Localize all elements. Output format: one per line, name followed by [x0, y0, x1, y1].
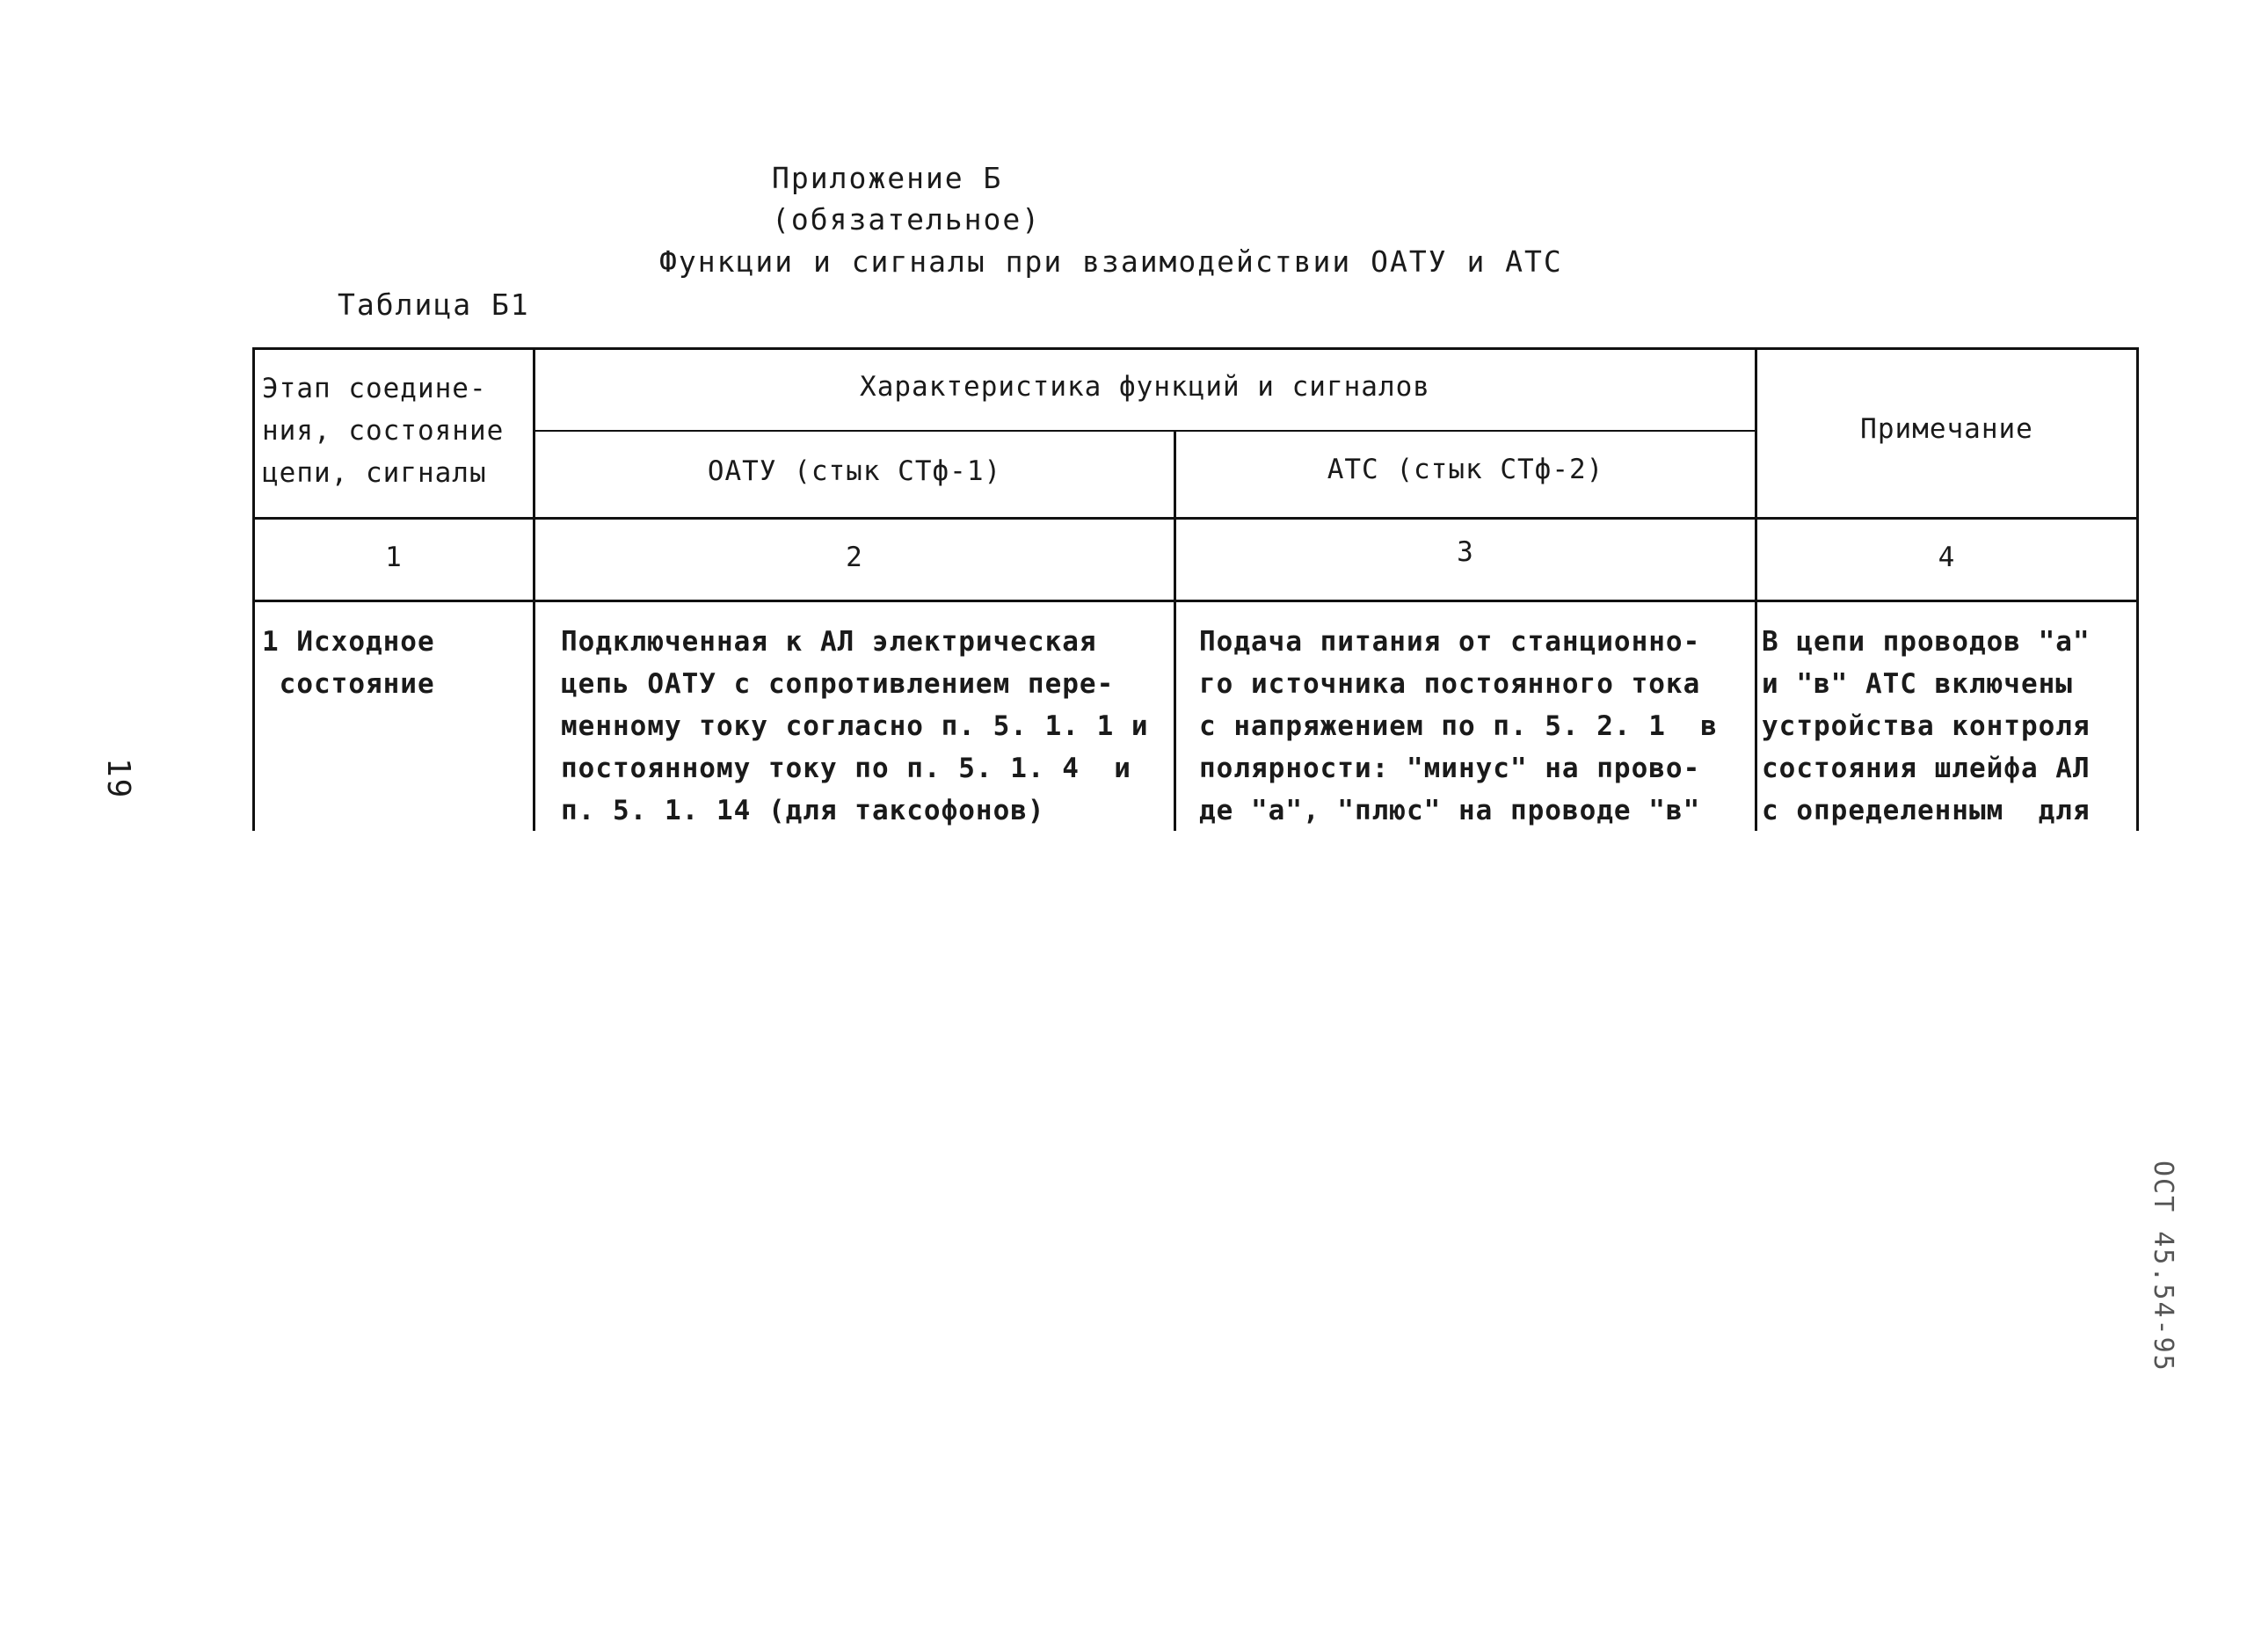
table-col-divider-1 [533, 347, 535, 831]
row-1-note-line-4: состояния шлейфа АЛ [1762, 753, 2091, 784]
document-code: ОСТ 45.54-95 [2148, 1161, 2178, 1372]
row-1-ats-line-4: полярности: "минус" на прово- [1199, 753, 1701, 784]
row-1-ats-line-5: де "а", "плюс" на проводе "в" [1199, 795, 1701, 826]
column-number-4: 4 [1938, 542, 1956, 573]
header-ats: АТС (стык СТф-2) [1327, 454, 1604, 485]
table-border-right [2136, 347, 2139, 831]
table-caption: Таблица Б1 [338, 287, 530, 322]
column-number-1: 1 [385, 542, 403, 573]
table-subheader-divider [533, 430, 1756, 432]
row-1-oatu-line-5: п. 5. 1. 14 (для таксофонов) [561, 795, 1045, 826]
header-characteristics: Характеристика функций и сигналов [860, 371, 1430, 403]
row-1-oatu-line-4: постоянному току по п. 5. 1. 4 и [561, 753, 1131, 784]
appendix-status: (обязательное) [772, 202, 1042, 237]
header-oatu: ОАТУ (стык СТф-1) [707, 455, 1002, 487]
header-stage-line-2: ния, состояние [262, 415, 505, 447]
row-1-ats-line-1: Подача питания от станционно- [1199, 626, 1701, 658]
row-1-note-line-2: и "в" АТС включены [1762, 668, 2073, 700]
row-1-note-line-3: устройства контроля [1762, 710, 2091, 742]
header-note: Примечание [1860, 413, 2033, 445]
row-1-ats-line-3: с напряжением по п. 5. 2. 1 в [1199, 710, 1718, 742]
row-1-stage-line-1: 1 Исходное [262, 626, 435, 658]
appendix-title: Приложение Б [772, 161, 1003, 195]
row-1-note-line-1: В цепи проводов "а" [1762, 626, 2091, 658]
column-number-3: 3 [1457, 536, 1474, 568]
row-1-oatu-line-1: Подключенная к АЛ электрическая [561, 626, 1097, 658]
row-1-ats-line-2: го источника постоянного тока [1199, 668, 1701, 700]
appendix-heading: Функции и сигналы при взаимодействии ОАТУ и АТС [659, 244, 1563, 279]
row-1-note-line-5: с определенным для [1762, 795, 2091, 826]
header-stage-line-1: Этап соедине- [262, 373, 487, 404]
page-number: 19 [100, 758, 136, 800]
row-1-oatu-line-2: цепь ОАТУ с сопротивлением пере- [561, 668, 1115, 700]
row-1-oatu-line-3: менному току согласно п. 5. 1. 1 и [561, 710, 1149, 742]
header-stage-line-3: цепи, сигналы [262, 457, 487, 489]
column-number-2: 2 [846, 542, 863, 573]
table-border-left [252, 347, 255, 831]
row-1-stage-line-2: состояние [262, 668, 435, 700]
